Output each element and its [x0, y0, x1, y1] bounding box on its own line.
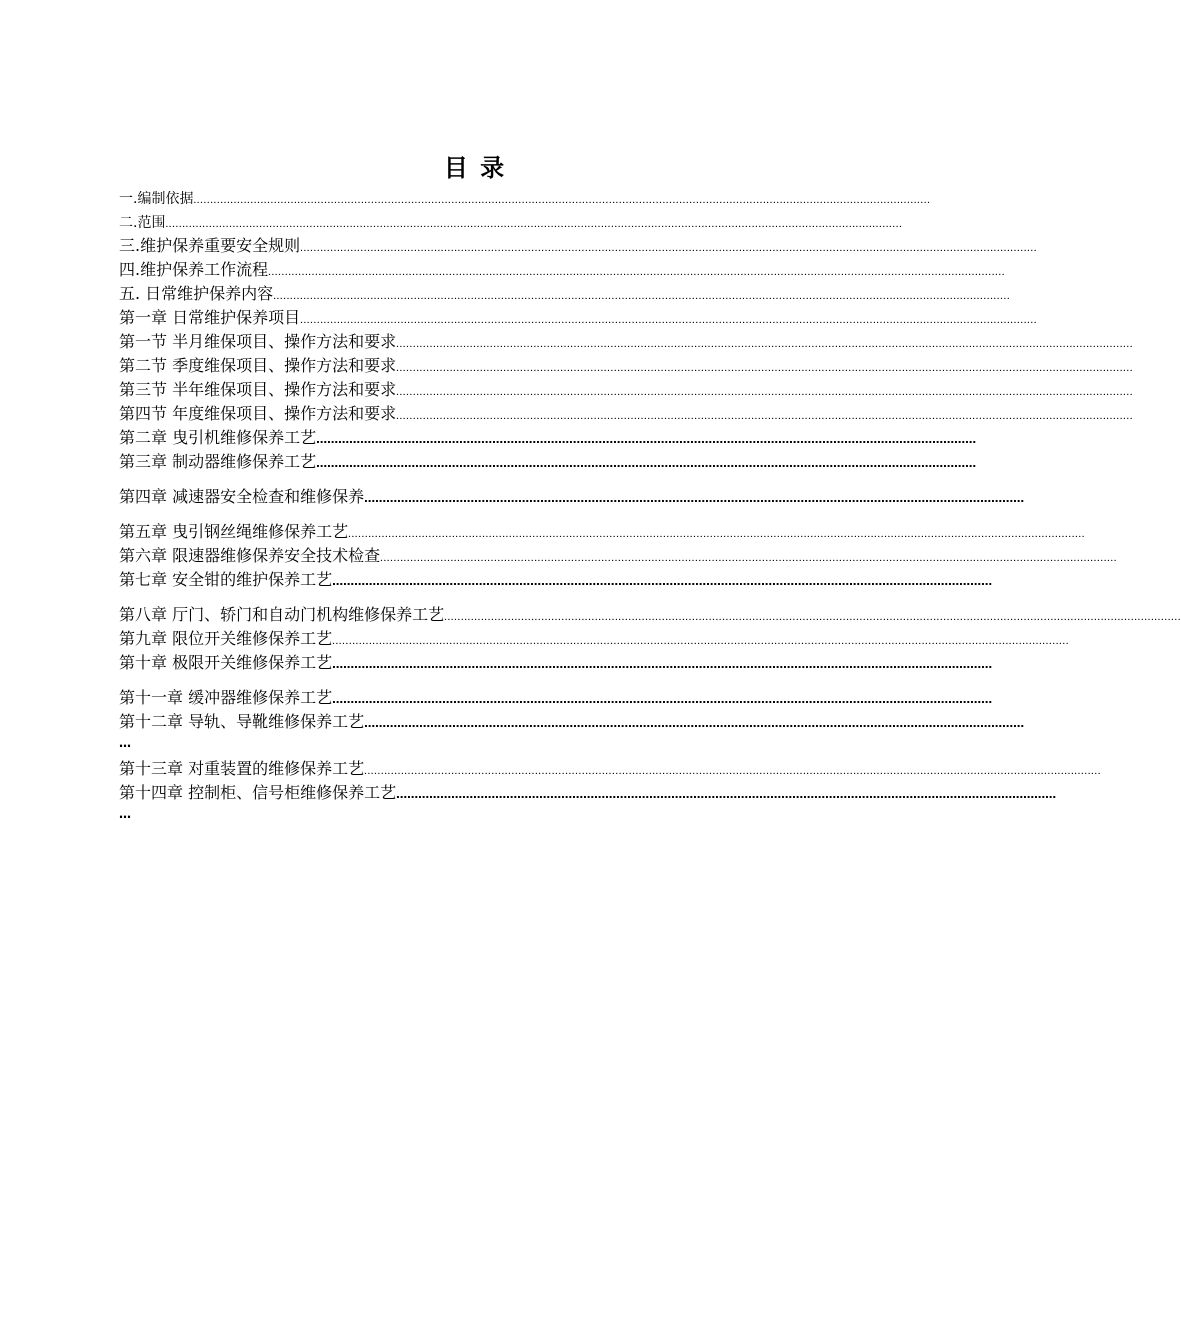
- toc-entry[interactable]: [119, 403, 1134, 427]
- toc-leader-dots: ............................................................................................................................................................................................................................: [165, 218, 903, 230]
- toc-entry-label: 第二章 曳引机维修保养工艺: [119, 428, 317, 447]
- toc-wrap-ellipsis: …: [119, 736, 131, 750]
- toc-entry-label: 五. 日常维护保养内容: [119, 284, 274, 303]
- toc-entry[interactable]: [119, 188, 931, 211]
- toc-entry[interactable]: [119, 782, 1057, 806]
- toc-entry[interactable]: [119, 521, 1086, 545]
- toc-entry[interactable]: [119, 379, 1134, 403]
- toc-entry[interactable]: [119, 758, 1102, 782]
- toc-leader-dots: ………………………………………………………………………………………………………………………………………………………………: [396, 788, 1057, 801]
- toc-leader-dots: ............................................................................................................................................................................................................................: [273, 290, 1011, 302]
- toc-leader-dots: ............................................................................................................................................................................................................................: [396, 362, 1134, 374]
- toc-leader-dots: ............................................................................................................................................................................................................................: [300, 242, 1038, 254]
- toc-leader-dots: ............................................................................................................................................................................................................................: [396, 338, 1134, 350]
- toc-leader-dots: ………………………………………………………………………………………………………………………………………………………………: [364, 717, 1025, 730]
- toc-entry[interactable]: [119, 628, 1070, 652]
- toc-leader-dots: ………………………………………………………………………………………………………………………………………………………………: [332, 693, 993, 706]
- toc-entry[interactable]: [119, 212, 903, 235]
- toc-leader-dots: ............................................................................................................................................................................................................................: [332, 635, 1070, 647]
- toc-leader-dots: ............................................................................................................................................................................................................................: [380, 552, 1118, 564]
- toc-entry[interactable]: [119, 604, 1181, 628]
- toc-leader-dots: ………………………………………………………………………………………………………………………………………………………………: [332, 575, 993, 588]
- toc-entry-label: 第五章 曳引钢丝绳维修保养工艺: [119, 522, 349, 541]
- toc-entry[interactable]: [119, 711, 1025, 735]
- toc-leader-dots: ............................................................................................................................................................................................................................: [193, 194, 931, 206]
- toc-leader-dots: ............................................................................................................................................................................................................................: [444, 611, 1181, 623]
- toc-entry-label: 第十四章 控制柜、信号柜维修保养工艺: [119, 783, 397, 802]
- toc-entry[interactable]: [119, 259, 1006, 283]
- toc-leader-dots: ............................................................................................................................................................................................................................: [348, 528, 1086, 540]
- toc-entry[interactable]: [119, 283, 1011, 307]
- toc-entry-label: 三.维护保养重要安全规则: [119, 236, 301, 255]
- toc-entry[interactable]: [119, 687, 993, 711]
- toc-leader-dots: ………………………………………………………………………………………………………………………………………………………………: [316, 457, 977, 470]
- toc-entry-label: 第四章 减速器安全检查和维修保养: [119, 487, 365, 506]
- toc-entry-label: 第十三章 对重装置的维修保养工艺: [119, 759, 365, 778]
- toc-entry-label: 二.范围: [119, 215, 166, 231]
- toc-leader-dots: ………………………………………………………………………………………………………………………………………………………………: [364, 492, 1025, 505]
- toc-entry[interactable]: [119, 652, 993, 676]
- toc-leader-dots: ………………………………………………………………………………………………………………………………………………………………: [332, 658, 993, 671]
- toc-leader-dots: ............................................................................................................................................................................................................................: [268, 266, 1006, 278]
- toc-entry-label: 第十章 极限开关维修保养工艺: [119, 653, 333, 672]
- toc-entry[interactable]: [119, 427, 977, 451]
- toc-entry-label: 第一节 半月维保项目、操作方法和要求: [119, 332, 397, 351]
- toc-entry-label: 第一章 日常维护保养项目: [119, 308, 301, 327]
- toc-entry[interactable]: [119, 355, 1134, 379]
- toc-entry-label: 第六章 限速器维修保养安全技术检查: [119, 546, 381, 565]
- toc-wrap-ellipsis: …: [119, 807, 131, 821]
- toc-entry-label: 第十一章 缓冲器维修保养工艺: [119, 688, 333, 707]
- toc-entry-label: 第九章 限位开关维修保养工艺: [119, 629, 333, 648]
- toc-leader-dots: ............................................................................................................................................................................................................................: [396, 410, 1134, 422]
- toc-entry[interactable]: [119, 486, 1025, 510]
- toc-entry-label: 四.维护保养工作流程: [119, 260, 269, 279]
- toc-leader-dots: ............................................................................................................................................................................................................................: [300, 314, 1038, 326]
- toc-leader-dots: ………………………………………………………………………………………………………………………………………………………………: [316, 433, 977, 446]
- toc-entry-label: 一.编制依据: [119, 191, 194, 207]
- toc-entry[interactable]: [119, 235, 1038, 259]
- toc-entry[interactable]: [119, 569, 993, 593]
- toc-entry[interactable]: [119, 307, 1038, 331]
- toc-entry-label: 第三节 半年维保项目、操作方法和要求: [119, 380, 397, 399]
- toc-title: 目 录: [443, 153, 507, 182]
- toc-entry[interactable]: [119, 545, 1118, 569]
- toc-entry-label: 第四节 年度维保项目、操作方法和要求: [119, 404, 397, 423]
- toc-entry[interactable]: [119, 331, 1134, 355]
- toc-entry-label: 第七章 安全钳的维护保养工艺: [119, 570, 333, 589]
- toc-entry-label: 第三章 制动器维修保养工艺: [119, 452, 317, 471]
- toc-entry-label: 第八章 厅门、轿门和自动门机构维修保养工艺: [119, 605, 445, 624]
- toc-entry[interactable]: [119, 451, 977, 475]
- toc-entry-label: 第二节 季度维保项目、操作方法和要求: [119, 356, 397, 375]
- toc-leader-dots: ............................................................................................................................................................................................................................: [364, 765, 1102, 777]
- toc-leader-dots: ............................................................................................................................................................................................................................: [396, 386, 1134, 398]
- toc-entry-label: 第十二章 导轨、导靴维修保养工艺: [119, 712, 365, 731]
